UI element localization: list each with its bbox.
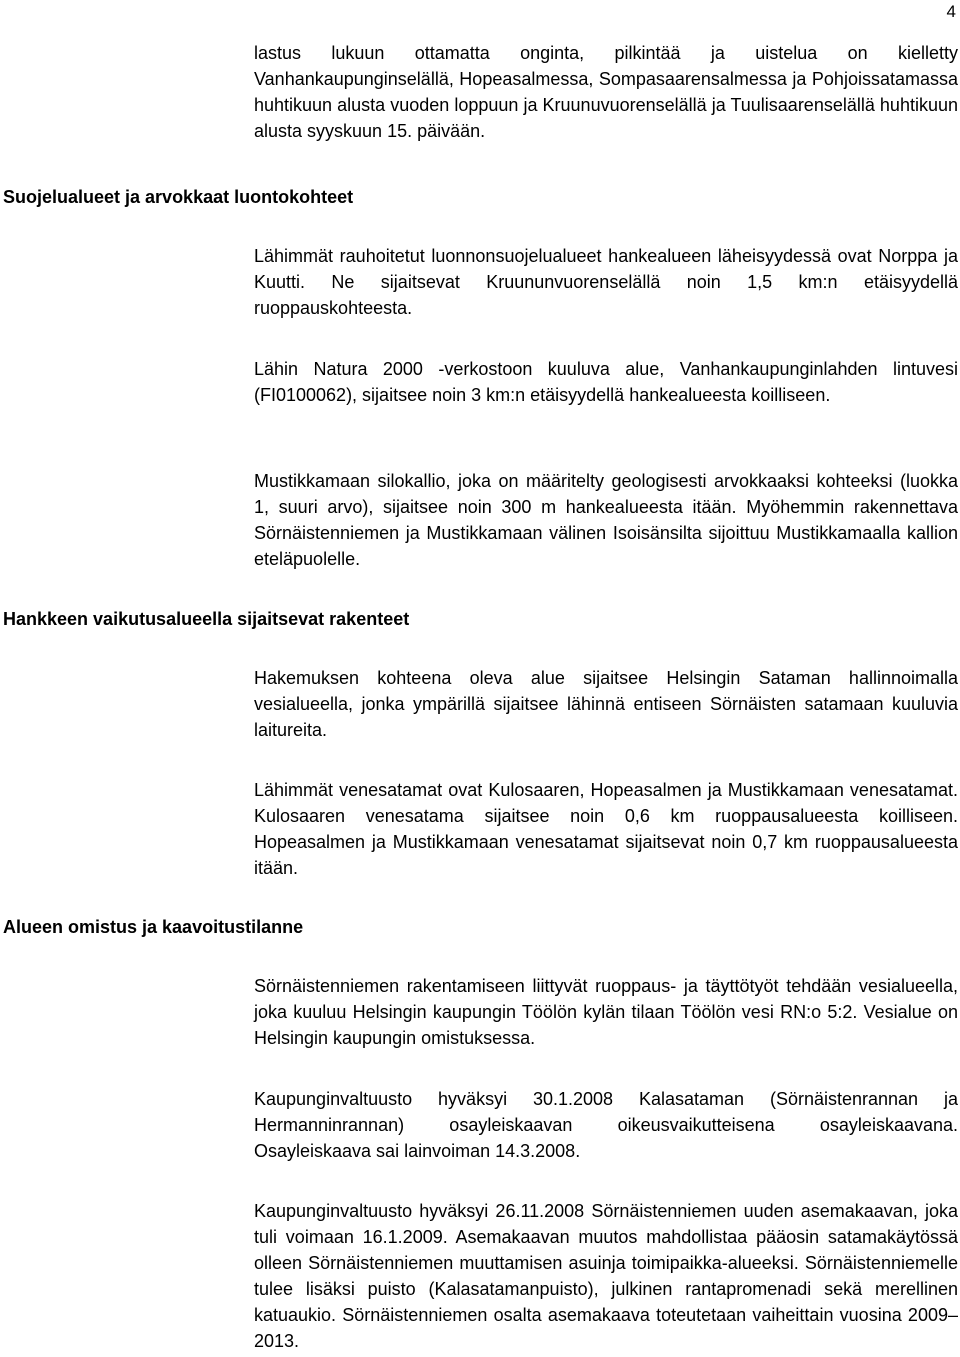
heading-protected-areas: Suojelualueet ja arvokkaat luontokohteet bbox=[3, 187, 354, 207]
paragraph-structures-2: Lähimmät venesatamat ovat Kulosaaren, Hopeasalmen ja Mustikkamaan venesatamat. Kulosaaren venesatama sijaitsee noin 0,6 km ruoppausalueesta koilliseen. Hopeasalmen ja Mustikkamaan venesatamat sijaitsevat noin 0,7 km ruoppausalueesta itään. bbox=[254, 780, 958, 878]
heading-structures: Hankkeen vaikutusalueella sijaitsevat rakenteet bbox=[3, 609, 410, 629]
paragraph-protected-areas-2: Lähin Natura 2000 -verkostoon kuuluva alue, Vanhankaupunginlahden lintuvesi (FI0100062), sijaitsee noin 3 km:n etäisyydellä hankealueesta koilliseen. bbox=[254, 359, 958, 405]
paragraph-protected-areas-3: Mustikkamaan silokallio, joka on määritelty geologisesti arvokkaaksi kohteeksi (luokka 1, suuri arvo), sijaitsee noin 300 m hankealueesta itään. Myöhemmin rakennettava Sörnäistenniemen ja Mustikkamaan välinen Isoisänsilta sijoittuu Mustikkamaalla kallion eteläpuolelle. bbox=[254, 471, 958, 569]
paragraph-ownership-1: Sörnäistenniemen rakentamiseen liittyvät ruoppaus- ja täyttötyöt tehdään vesialueella, joka kuuluu Helsingin kaupungin Töölön kylän tilaan Töölön vesi RN:o 5:2. Vesialue on Helsingin kaupungin omistuksessa. bbox=[254, 976, 958, 1048]
paragraph-structures-1: Hakemuksen kohteena oleva alue sijaitsee Helsingin Sataman hallinnoimalla vesialueella, jonka ympärillä sijaitsee lähinnä entiseen Sörnäisten satamaan kuuluvia laitureita. bbox=[254, 668, 958, 740]
paragraph-ownership-2: Kaupunginvaltuusto hyväksyi 30.1.2008 Kalasataman (Sörnäistenrannan ja Hermanninrannan) osayleiskaavan oikeusvaikutteisena osayleiskaavana. Osayleiskaava sai lainvoiman 14.3.2008. bbox=[254, 1089, 958, 1161]
heading-ownership: Alueen omistus ja kaavoitustilanne bbox=[3, 917, 304, 937]
intro-paragraph: lastus lukuun ottamatta onginta, pilkintää ja uistelua on kielletty Vanhankaupunginselällä, Hopeasalmessa, Sompasaarensalmessa ja Pohjoissatamassa huhtikuun alusta vuoden loppuun ja Kruunuvuorenselällä ja Tuulisaarenselällä huhtikuun alusta syyskuun 15. päivään. bbox=[254, 43, 958, 141]
paragraph-protected-areas-1: Lähimmät rauhoitetut luonnonsuojelualueet hankealueen läheisyydessä ovat Norppa ja Kuutti. Ne sijaitsevat Kruununvuorenselällä noin 1,5 km:n etäisyydellä ruoppauskohteesta. bbox=[254, 246, 958, 318]
page-number: 4 bbox=[946, 2, 956, 21]
paragraph-ownership-3: Kaupunginvaltuusto hyväksyi 26.11.2008 Sörnäistenniemen uuden asemakaavan, joka tuli voimaan 16.1.2009. Asemakaavan muutos mahdollistaa pääosin satamakäytössä olleen Sörnäistenniemen muuttamisen asuinja toimipaikka-alueeksi. Sörnäistenniemelle tulee lisäksi puisto (Kalasatamanpuisto), julkinen rantapromenadi sekä merellinen katuaukio. Sörnäistenniemen osalta asemakaava toteutetaan vaiheittain vuosina 2009–2013. bbox=[254, 1201, 958, 1351]
